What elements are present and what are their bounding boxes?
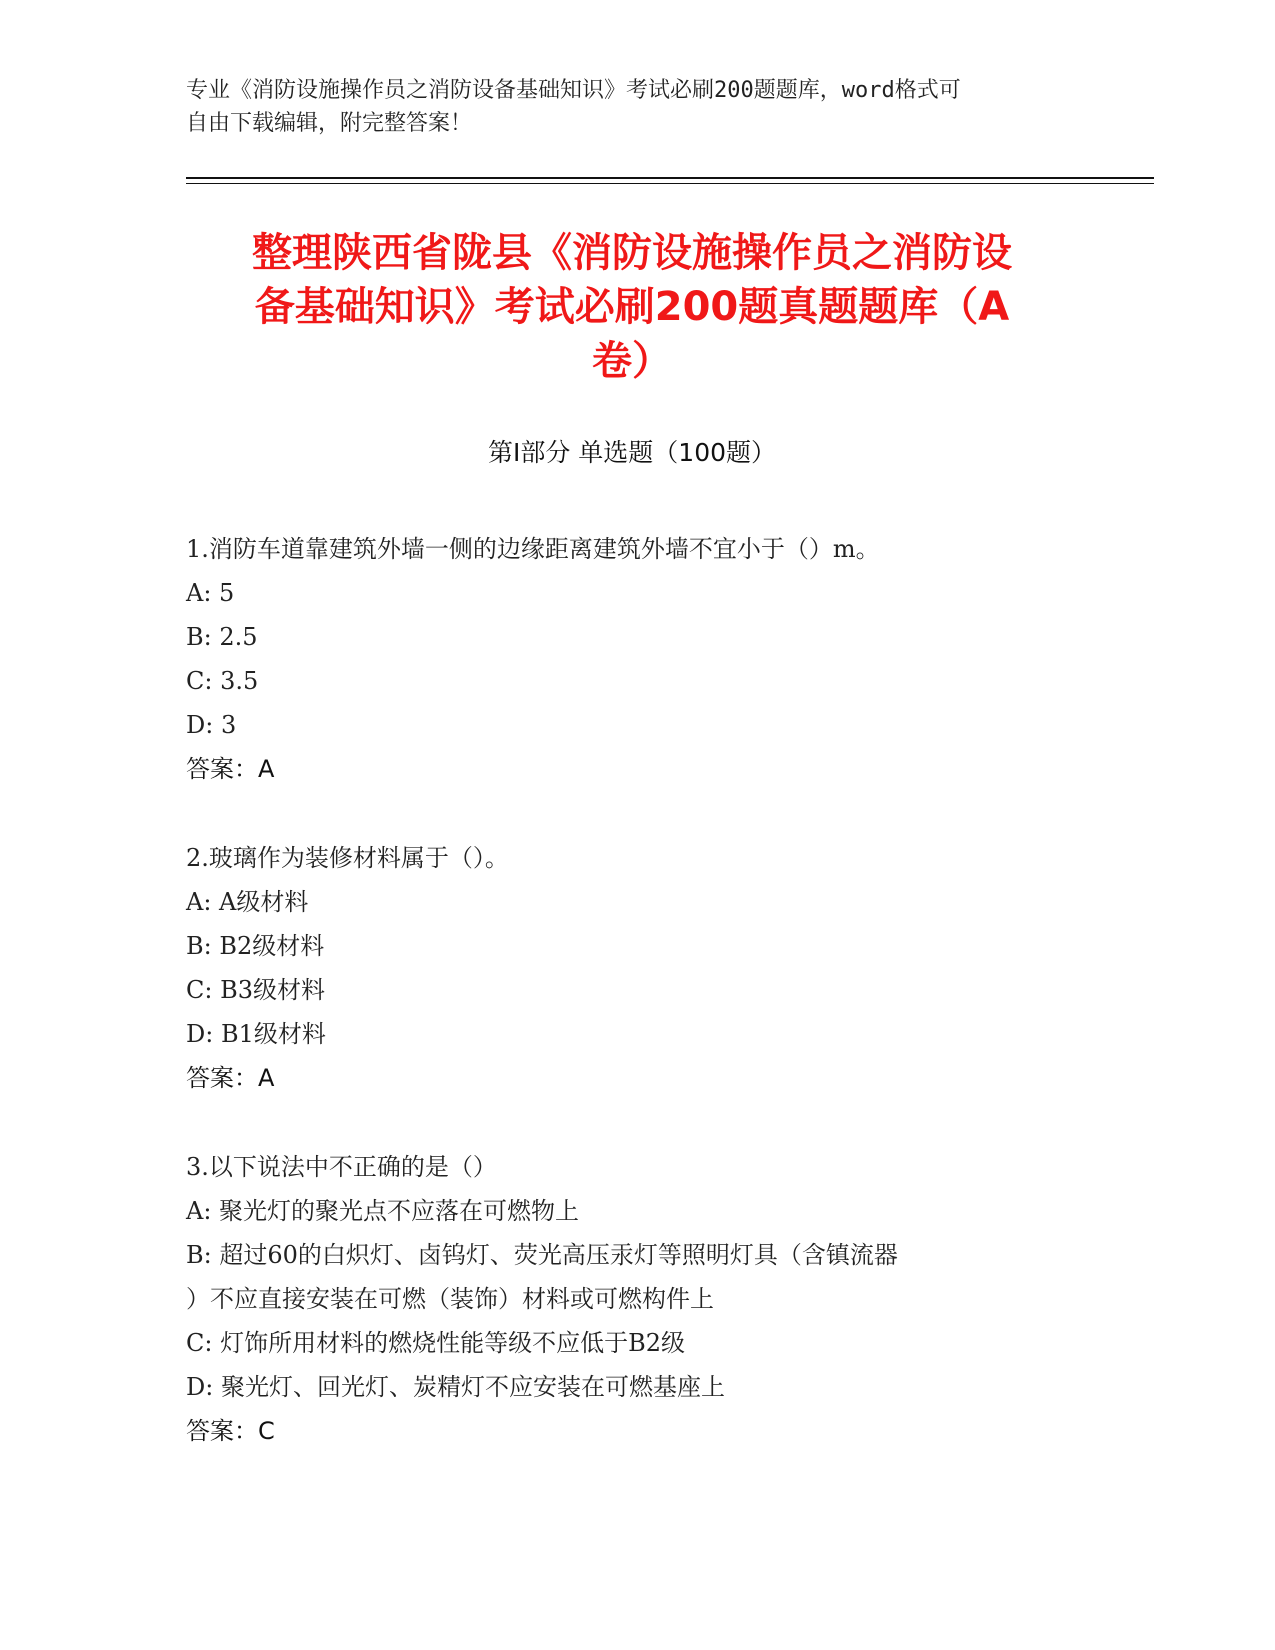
question-option: D: 3 xyxy=(186,711,237,739)
question-1 xyxy=(186,527,1086,791)
question-option: A: 聚光灯的聚光点不应落在可燃物上 xyxy=(186,1197,580,1225)
question-option: D: 聚光灯、回光灯、炭精灯不应安装在可燃基座上 xyxy=(186,1373,725,1401)
question-list xyxy=(186,527,1086,1498)
header-note-line: 专业《消防设施操作员之消防设备基础知识》考试必刷200题题库，word格式可 xyxy=(186,78,961,103)
title-line: 整理陕西省陇县《消防设施操作员之消防设 xyxy=(252,230,1012,276)
question-option: B: 2.5 xyxy=(186,623,258,651)
document-title xyxy=(186,226,1078,388)
question-option: C: B3级材料 xyxy=(186,976,325,1004)
question-stem: 3.以下说法中不正确的是（） xyxy=(186,1153,497,1181)
header-note xyxy=(186,74,1066,140)
question-option-continuation: ）不应直接安装在可燃（装饰）材料或可燃构件上 xyxy=(186,1285,714,1313)
question-option: B: B2级材料 xyxy=(186,932,325,960)
question-option: C: 灯饰所用材料的燃烧性能等级不应低于B2级 xyxy=(186,1329,685,1357)
question-stem: 2.玻璃作为装修材料属于（）。 xyxy=(186,844,509,872)
question-option: A: A级材料 xyxy=(186,888,309,916)
header-note-line: 自由下载编辑，附完整答案！ xyxy=(186,111,473,136)
title-line: 卷） xyxy=(592,338,672,384)
section-heading: 第I部分 单选题（100题） xyxy=(487,438,777,467)
header-divider-thin xyxy=(186,183,1154,184)
question-answer: 答案：A xyxy=(186,755,275,783)
question-option: D: B1级材料 xyxy=(186,1020,326,1048)
header-divider-thick xyxy=(186,177,1154,179)
question-3 xyxy=(186,1145,1086,1453)
question-option: A: 5 xyxy=(186,579,235,607)
question-answer: 答案：C xyxy=(186,1417,275,1445)
question-answer: 答案：A xyxy=(186,1064,275,1092)
title-line: 备基础知识》考试必刷200题真题题库（A xyxy=(254,284,1010,330)
question-option: B: 超过60的白炽灯、卤钨灯、荧光高压汞灯等照明灯具（含镇流器 xyxy=(186,1241,898,1269)
question-2 xyxy=(186,836,1086,1100)
question-stem: 1.消防车道靠建筑外墙一侧的边缘距离建筑外墙不宜小于（）m。 xyxy=(186,535,880,563)
question-option: C: 3.5 xyxy=(186,667,259,695)
